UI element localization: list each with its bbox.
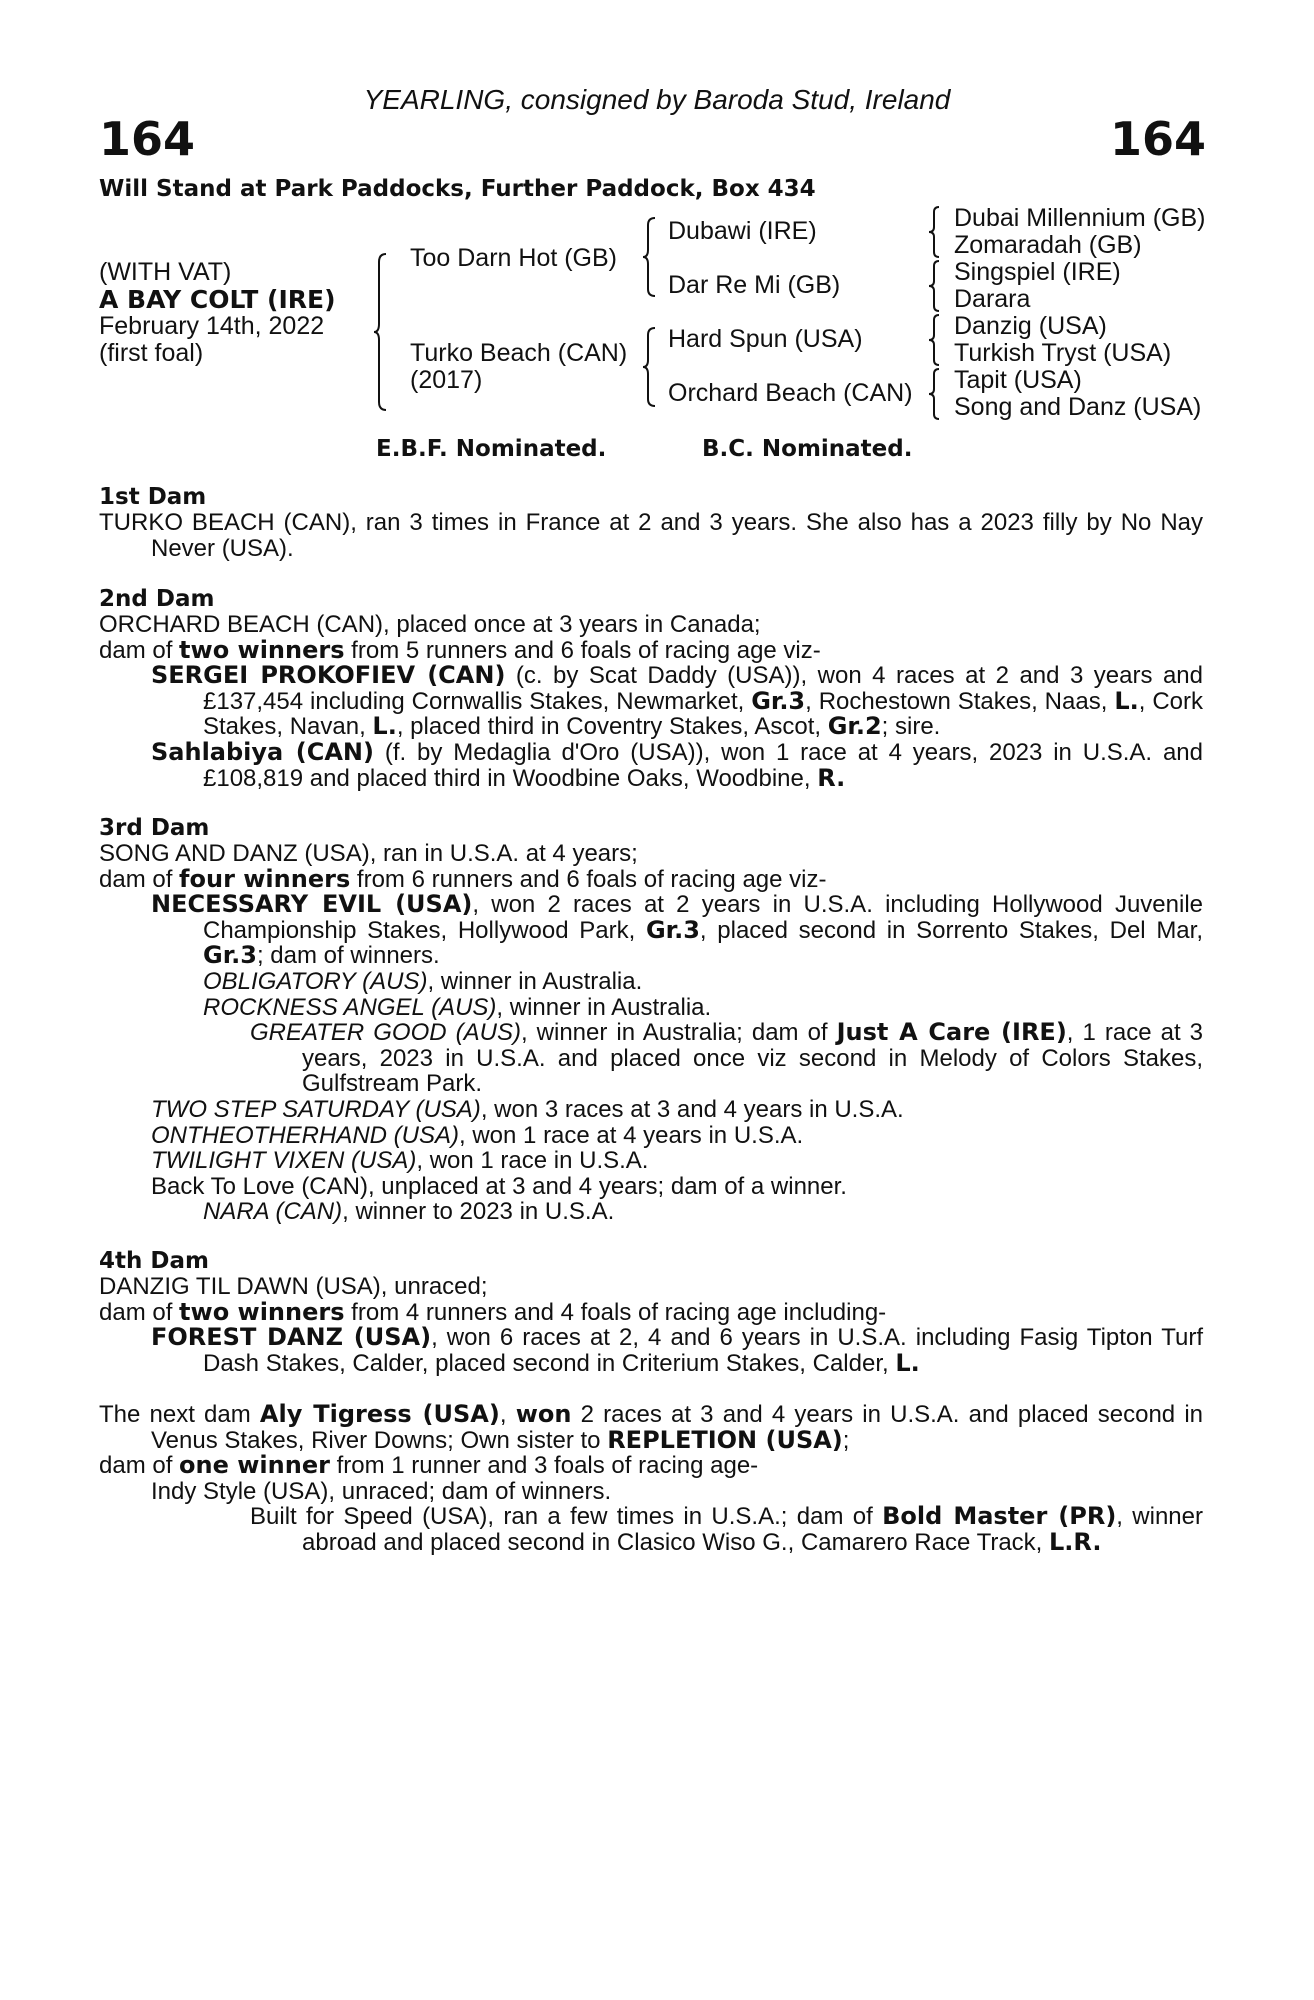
section-title: 2nd Dam xyxy=(99,586,215,612)
dam-name: Turko Beach (CAN) xyxy=(410,339,628,367)
stand-location: Will Stand at Park Paddocks, Further Paddock, Box 434 xyxy=(99,176,816,202)
lot-number-right: 164 xyxy=(1109,112,1206,166)
pedigree-bracket-g3-3 xyxy=(929,313,945,369)
progeny-entry: TWO STEP SATURDAY (USA), won 3 races at 3 and 4 years in U.S.A. xyxy=(151,1095,904,1123)
section-next-dam xyxy=(99,1402,1203,1556)
dam-line: ORCHARD BEACH (CAN), placed once at 3 years in Canada; xyxy=(99,611,761,638)
foal-note: (first foal) xyxy=(99,339,204,367)
progeny-entry: OBLIGATORY (AUS), winner in Australia. xyxy=(203,967,643,995)
section-title: 1st Dam xyxy=(99,484,207,510)
progeny-entry: Built for Speed (USA), ran a few times in U.S.A.; dam of Bold Master (PR), winner abroad and placed second in Clasico Wiso G., Camarero Race Track, L.R. xyxy=(250,1502,1203,1556)
progeny-entry: NARA (CAN), winner to 2023 in U.S.A. xyxy=(203,1198,615,1226)
pedigree-bracket-g3-2 xyxy=(929,259,945,315)
progeny-entry: GREATER GOOD (AUS), winner in Australia; dam of Just A Care (IRE), 1 race at 3 years, 2023 in U.S.A. and placed once viz second in Melody of Colors Stakes, Gulfstream Park. xyxy=(250,1018,1203,1098)
dam-of-line: dam of two winners from 4 runners and 4 foals of racing age including- xyxy=(99,1297,887,1326)
pedigree-bracket-sire xyxy=(643,216,663,300)
horse-name: A BAY COLT (IRE) xyxy=(99,285,336,314)
progeny-entry: ROCKNESS ANGEL (AUS), winner in Australia. xyxy=(203,993,712,1021)
progeny-entry: Indy Style (USA), unraced; dam of winners. xyxy=(151,1477,612,1505)
dam-of-line: dam of two winners from 5 runners and 6 foals of racing age viz- xyxy=(99,635,821,664)
foaling-date: February 14th, 2022 xyxy=(99,312,325,340)
pedigree-bracket-g3-4 xyxy=(929,367,945,423)
pedigree-gen3-5: Danzig (USA) xyxy=(954,312,1107,340)
pedigree-gen3-8: Song and Danz (USA) xyxy=(954,393,1202,421)
pedigree-gen2-2: Dar Re Mi (GB) xyxy=(668,271,841,299)
sire-name: Too Darn Hot (GB) xyxy=(410,244,618,272)
dam-of-line: dam of one winner from 1 runner and 3 foals of racing age- xyxy=(99,1451,759,1480)
pedigree-gen2-1: Dubawi (IRE) xyxy=(668,217,817,245)
pedigree-gen3-2: Zomaradah (GB) xyxy=(954,231,1142,259)
consignment-line: YEARLING, consigned by Baroda Stud, Ireland xyxy=(363,84,951,115)
pedigree-bracket-dam xyxy=(643,326,663,410)
pedigree-gen3-1: Dubai Millennium (GB) xyxy=(954,204,1206,232)
bc-nomination: B.C. Nominated. xyxy=(702,436,913,462)
section-title: 4th Dam xyxy=(99,1248,209,1274)
section-3rd-dam xyxy=(99,815,1203,1225)
lot-number-left: 164 xyxy=(99,112,196,166)
progeny-entry: ONTHEOTHERHAND (USA), won 1 race at 4 years in U.S.A. xyxy=(151,1121,804,1149)
section-2nd-dam xyxy=(99,586,1203,791)
pedigree-bracket-g3-1 xyxy=(929,205,945,261)
dam-line: DANZIG TIL DAWN (USA), unraced; xyxy=(99,1273,488,1300)
progeny-entry: Sahlabiya (CAN) (f. by Medaglia d'Oro (USA)), won 1 race at 4 years, 2023 in U.S.A. and £108,819 and placed third in Woodbine Oaks, Woodbine, R. xyxy=(151,737,1203,792)
pedigree-bracket-main xyxy=(374,252,394,412)
section-title: 3rd Dam xyxy=(99,815,210,841)
dam-of-line: dam of four winners from 6 runners and 6 foals of racing age viz- xyxy=(99,864,827,893)
section-1st-dam xyxy=(99,484,1203,561)
dam-year: (2017) xyxy=(410,366,483,394)
pedigree-gen3-6: Turkish Tryst (USA) xyxy=(954,339,1172,367)
next-dam-line: The next dam Aly Tigress (USA), won 2 races at 3 and 4 years in U.S.A. and placed second in Venus Stakes, River Downs; Own sister to REPLETION (USA); xyxy=(99,1400,1203,1454)
pedigree-gen2-4: Orchard Beach (CAN) xyxy=(668,379,913,407)
pedigree-gen3-7: Tapit (USA) xyxy=(954,366,1082,394)
pedigree-gen3-3: Singspiel (IRE) xyxy=(954,258,1121,286)
progeny-entry: FOREST DANZ (USA), won 6 races at 2, 4 and 6 years in U.S.A. including Fasig Tipton Turf Dash Stakes, Calder, placed second in Criterium Stakes, Calder, L. xyxy=(151,1323,1204,1377)
progeny-entry: TWILIGHT VIXEN (USA), won 1 race in U.S.A. xyxy=(151,1147,649,1175)
pedigree-gen2-3: Hard Spun (USA) xyxy=(668,325,863,353)
pedigree-gen3-4: Darara xyxy=(954,285,1031,313)
progeny-entry: NECESSARY EVIL (USA), won 2 races at 2 years in U.S.A. including Hollywood Juvenile Championship Stakes, Hollywood Park, Gr.3, placed second in Sorrento Stakes, Del Mar, Gr.3; dam of winners. xyxy=(151,890,1203,970)
ebf-nomination: E.B.F. Nominated. xyxy=(376,436,607,462)
section-4th-dam xyxy=(99,1248,1203,1376)
progeny-entry: SERGEI PROKOFIEV (CAN) (c. by Scat Daddy (USA)), won 4 races at 2 and 3 years and £137,454 including Cornwallis Stakes, Newmarket, Gr.3, Rochestown Stakes, Naas, L., Cork Stakes, Navan, L., placed third in Coventry Stakes, Ascot, Gr.2; sire. xyxy=(151,661,1203,741)
vat-note: (WITH VAT) xyxy=(99,258,232,286)
dam-line: TURKO BEACH (CAN), ran 3 times in France at 2 and 3 years. She also has a 2023 filly by No Nay Never (USA). xyxy=(99,509,1203,562)
progeny-entry: Back To Love (CAN), unplaced at 3 and 4 years; dam of a winner. xyxy=(151,1172,847,1200)
dam-line: SONG AND DANZ (USA), ran in U.S.A. at 4 years; xyxy=(99,840,638,867)
